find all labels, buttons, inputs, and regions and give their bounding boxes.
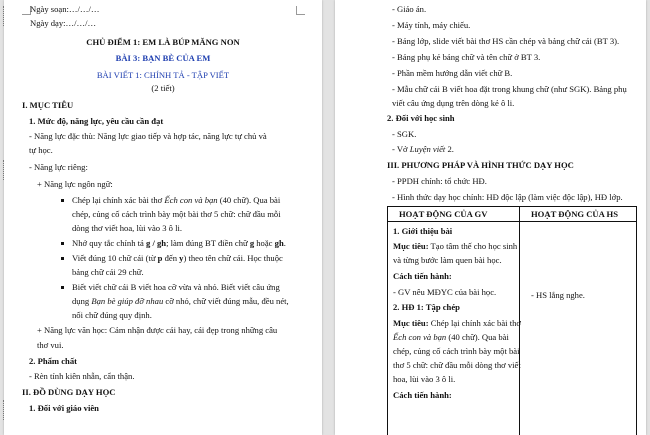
section-methods: III. PHƯƠNG PHÁP VÀ HÌNH THỨC DẠY HỌC	[387, 160, 574, 170]
method-item-1: - PPDH chính: tổ chức HĐ.	[392, 176, 487, 186]
article-title: BÀI VIẾT 1: CHÍNH TẢ - TẬP VIẾT	[96, 70, 230, 80]
duration: (2 tiết)	[151, 83, 175, 93]
date-prepare: Ngày soạn:…/…/…	[30, 4, 100, 14]
method-item-2: - Hình thức dạy học chính: HĐ độc lập (làm việc độc lập), HĐ lớp.	[392, 192, 623, 202]
subsection-student: 2. Đối với học sinh	[387, 113, 455, 123]
language-competency: + Năng lực ngôn ngữ:	[37, 179, 113, 189]
quality-item: - Rèn tính kiên nhẫn, cẩn thận.	[29, 371, 135, 381]
activity-2-goal-line5: hoa, lùi vào 3 ô li.	[393, 374, 456, 384]
bullet3-line2: bảng chữ cái 29 chữ.	[72, 267, 144, 277]
table-header-teacher: HOẠT ĐỘNG CỦA GV	[399, 209, 488, 219]
teacher-item-6-line2: viết câu ứng dụng trên dòng kẻ ô li.	[392, 98, 515, 108]
bullet1-line3: dòng thơ viết hoa, lùi vào 3 ô li.	[72, 223, 183, 233]
lesson-title: BÀI 3: BẠN BÈ CỦA EM	[115, 53, 211, 63]
bullet4-line3: nối chữ đúng quy định.	[72, 310, 152, 320]
activity-2-goal-line3: chép, củng cố cách trình bày một bài	[393, 346, 520, 356]
general-competency-line1: - Năng lực đặc thù: Năng lực giao tiếp và hợp tác, năng lực tự chủ và	[29, 131, 267, 141]
activity-2-title: 2. HĐ 1: Tập chép	[393, 302, 460, 312]
bullet2-line1: Nhớ quy tắc chính tả g / gh; làm đúng BT điền chữ g hoặc gh.	[72, 238, 286, 248]
theme-title: CHỦ ĐIỂM 1: EM LÀ BÚP MĂNG NON	[86, 37, 240, 47]
bullet3-line1: Viết đúng 10 chữ cái (từ p đến y) theo tên chữ cái. Học thuộc	[72, 253, 283, 263]
teacher-item-3: - Bảng lớp, slide viết bài thơ HS cần chép và bảng chữ cái (BT 3).	[392, 36, 620, 46]
subsection-competencies: 1. Mức độ, năng lực, yêu cầu cần đạt	[29, 116, 164, 126]
bullet-icon	[61, 242, 64, 245]
bullet-icon	[61, 257, 64, 260]
activity-1-step: - GV nêu MĐYC của bài học.	[393, 287, 497, 297]
student-item-2: - Vở Luyện viết 2.	[392, 144, 454, 154]
subsection-qualities: 2. Phẩm chất	[29, 356, 77, 366]
activity-2-goal-line4: thơ 5 chữ: chữ đầu mỗi dòng thơ viết	[393, 360, 521, 370]
literature-competency-line1: + Năng lực văn học: Cảm nhận được cái hay, cái đẹp trong những câu	[37, 325, 278, 335]
teacher-item-6-line1: - Mẫu chữ cái B viết hoa đặt trong khung chữ (như SGK). Bảng phụ	[392, 84, 627, 94]
ruler-marker	[3, 6, 5, 26]
teacher-item-5: - Phần mềm hướng dẫn viết chữ B.	[392, 68, 513, 78]
activity-1-goal-line2: và từng bước làm quen bài học.	[393, 255, 502, 265]
bullet4-line2: dụng Bạn bè giúp đỡ nhau cỡ nhỏ, chữ viết đúng mẫu, đều nét,	[72, 296, 289, 306]
literature-competency-line2: thơ vui.	[37, 340, 64, 350]
activity-2-goal-line2: Ếch con và bạn (40 chữ). Qua bài	[393, 332, 509, 342]
ruler-marker	[3, 400, 5, 420]
student-response-1: - HS lắng nghe.	[531, 290, 585, 300]
section-materials: II. ĐỒ DÙNG DẠY HỌC	[22, 387, 116, 397]
general-competency-line2: tự học.	[29, 145, 53, 155]
table-header-divider	[387, 221, 637, 222]
date-teach: Ngày dạy:…/…/…	[30, 18, 97, 28]
subsection-teacher: 1. Đối với giáo viên	[29, 403, 99, 413]
bullet-icon	[61, 199, 64, 202]
activity-2-goal-line1: Mục tiêu: Chép lại chính xác bài thơ	[393, 318, 521, 328]
teacher-item-1: - Giáo án.	[392, 4, 427, 14]
bullet1-line2: chép, củng cố cách trình bày một bài thơ 5 chữ: chữ đầu mỗi	[72, 209, 281, 219]
activity-1-title: 1. Giới thiệu bài	[393, 226, 453, 236]
student-item-1: - SGK.	[392, 129, 417, 139]
teacher-item-4: - Bảng phụ kẻ bảng chữ và tên chữ ở BT 3.	[392, 52, 541, 62]
bullet-icon	[61, 286, 64, 289]
section-objectives: I. MỤC TIÊU	[22, 100, 74, 110]
activity-1-goal-line1: Mục tiêu: Tạo tâm thế cho học sinh	[393, 241, 518, 251]
bullet4-line1: Biết viết chữ cái B viết hoa cỡ vừa và nhỏ. Biết viết câu ứng	[72, 282, 280, 292]
teacher-item-2: - Máy tính, máy chiếu.	[392, 20, 471, 30]
ruler-marker	[3, 160, 5, 180]
bullet1-line1: Chép lại chính xác bài thơ Ếch con và bạn (40 chữ). Qua bài	[72, 195, 281, 205]
table-header-student: HOẠT ĐỘNG CỦA HS	[531, 209, 618, 219]
specific-competency: - Năng lực riêng:	[29, 162, 88, 172]
margin-mark-top-right	[296, 6, 305, 15]
activity-2-procedure: Cách tiến hành:	[393, 390, 452, 400]
activity-1-procedure: Cách tiến hành:	[393, 271, 452, 281]
document-page-left	[4, 0, 322, 435]
document-page-right	[335, 0, 646, 435]
